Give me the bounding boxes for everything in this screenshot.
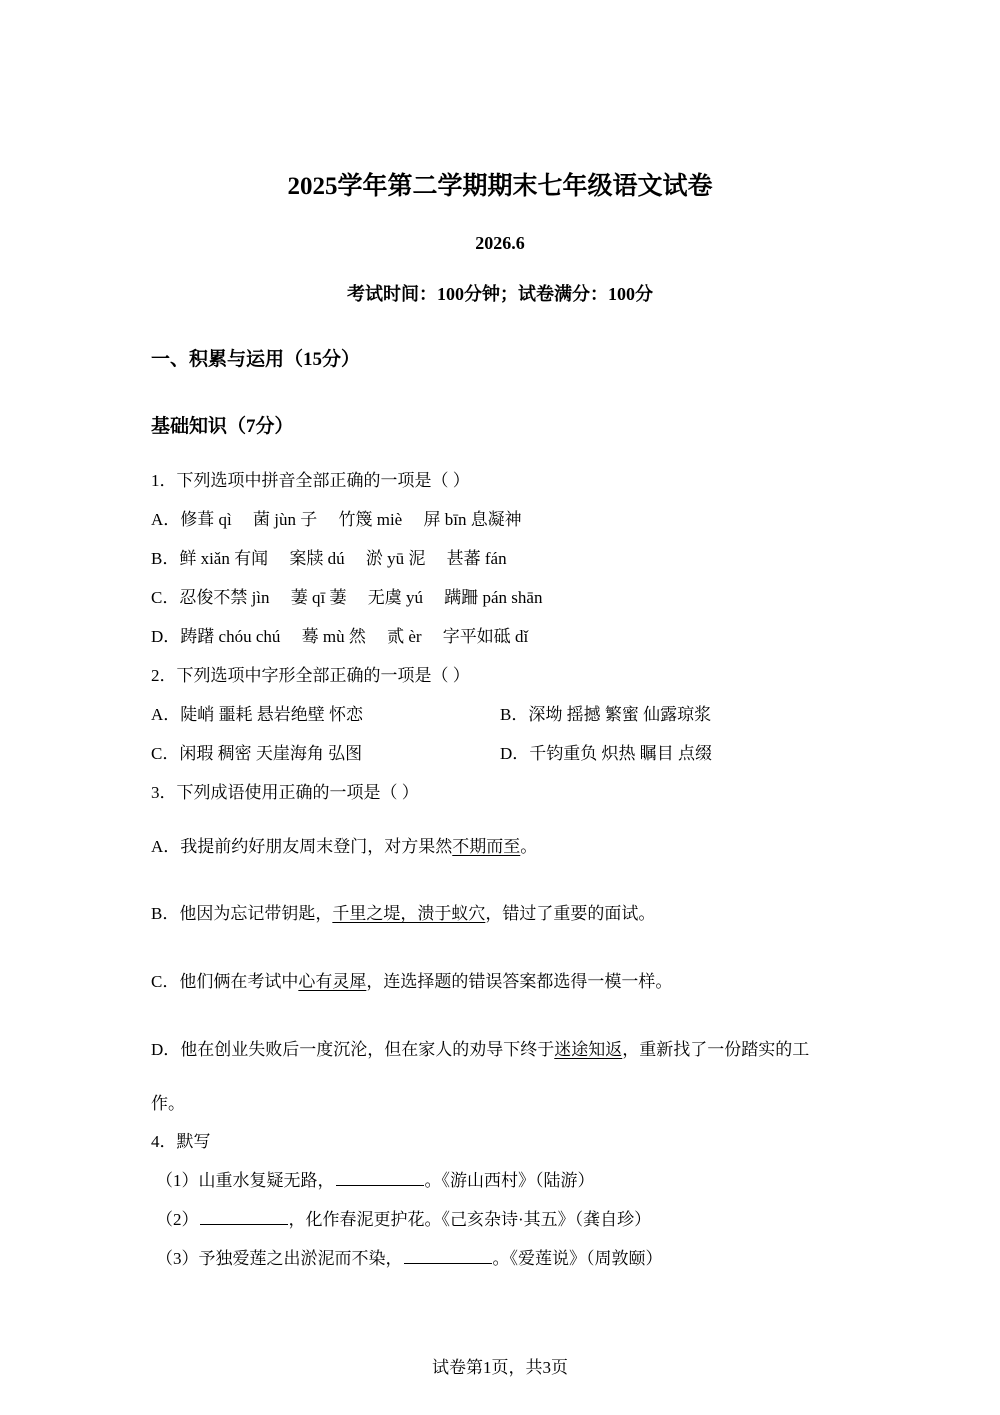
idiom: 不期而至 bbox=[452, 837, 521, 856]
question-3-option-c bbox=[151, 970, 672, 994]
option-text: ，重新找了一份踏实的工 bbox=[622, 1040, 810, 1059]
idiom: 心有灵犀 bbox=[298, 972, 367, 991]
option-text: C．他们俩在考试中 bbox=[151, 972, 299, 991]
answer-blank[interactable] bbox=[404, 1248, 492, 1264]
item-text: ，化作春泥更护花。《己亥杂诗·其五》（龚自珍） bbox=[288, 1210, 652, 1229]
question-3-option-b bbox=[151, 902, 655, 926]
question-2-option-a: A．陡峭 噩耗 悬岩绝壁 怀恋 bbox=[151, 705, 364, 724]
question-2-option-c: C．闲瑕 稠密 天崖海角 弘图 bbox=[151, 744, 363, 763]
option-text: ，连选择题的错误答案都选得一模一样。 bbox=[366, 972, 673, 991]
question-4-item-3 bbox=[156, 1247, 663, 1271]
question-4-stem: 4．默写 bbox=[151, 1132, 211, 1151]
item-text: 。《爱莲说》（周敦颐） bbox=[492, 1249, 663, 1268]
option-text: B．他因为忘记带钥匙， bbox=[151, 904, 333, 923]
answer-blank[interactable] bbox=[200, 1209, 288, 1225]
question-3-option-d bbox=[151, 1038, 809, 1062]
question-1-option-b: B．鲜 xiǎn 有闻 案牍 dú 淤 yū 泥 甚蕃 fán bbox=[151, 549, 507, 568]
answer-blank[interactable] bbox=[336, 1170, 424, 1186]
idiom: 千里之堤，溃于蚁穴 bbox=[332, 904, 486, 923]
question-2-stem: 2．下列选项中字形全部正确的一项是（ ） bbox=[151, 666, 470, 685]
subsection-heading: 基础知识（7分） bbox=[151, 416, 294, 437]
question-1-option-c: C．忍俊不禁 jìn 萋 qī 萋 无虞 yú 蹒跚 pán shān bbox=[151, 588, 543, 607]
question-2-option-b: B．深坳 摇撼 繁蜜 仙露琼浆 bbox=[500, 705, 712, 724]
option-text: 。 bbox=[520, 837, 538, 856]
item-text: （1）山重水复疑无路， bbox=[156, 1171, 335, 1190]
option-text: D．他在创业失败后一度沉沦，但在家人的劝导下终于 bbox=[151, 1040, 555, 1059]
exam-title: 2025学年第二学期期末七年级语文试卷 bbox=[287, 173, 713, 200]
idiom: 迷途知返 bbox=[554, 1040, 623, 1059]
item-text: （2） bbox=[156, 1210, 199, 1229]
option-text: A．我提前约好朋友周末登门，对方果然 bbox=[151, 837, 453, 856]
question-1-option-d: D．踌躇 chóu chú 蓦 mù 然 贰 èr 字平如砥 dǐ bbox=[151, 627, 529, 646]
exam-date: 2026.6 bbox=[475, 233, 525, 253]
item-text: 。《游山西村》（陆游） bbox=[424, 1171, 595, 1190]
question-1-option-a: A．修葺 qì 菌 jùn 子 竹篾 miè 屏 bīn 息凝神 bbox=[151, 510, 522, 529]
section-heading: 一、积累与运用（15分） bbox=[151, 349, 361, 370]
question-4-item-1 bbox=[156, 1169, 595, 1193]
question-3-option-a bbox=[151, 835, 537, 859]
question-3-option-d-continuation: 作。 bbox=[151, 1094, 185, 1113]
item-text: （3）予独爱莲之出淤泥而不染， bbox=[156, 1249, 403, 1268]
exam-info: 考试时间：100分钟；试卷满分：100分 bbox=[347, 284, 653, 304]
question-4-item-2 bbox=[156, 1208, 651, 1232]
option-text: ，错过了重要的面试。 bbox=[485, 904, 656, 923]
question-3-stem: 3．下列成语使用正确的一项是（ ） bbox=[151, 783, 419, 802]
page-footer: 试卷第1页，共3页 bbox=[432, 1358, 568, 1377]
question-1-stem: 1．下列选项中拼音全部正确的一项是（ ） bbox=[151, 471, 470, 490]
question-2-option-d: D．千钧重负 炽热 瞩目 点缀 bbox=[500, 744, 713, 763]
